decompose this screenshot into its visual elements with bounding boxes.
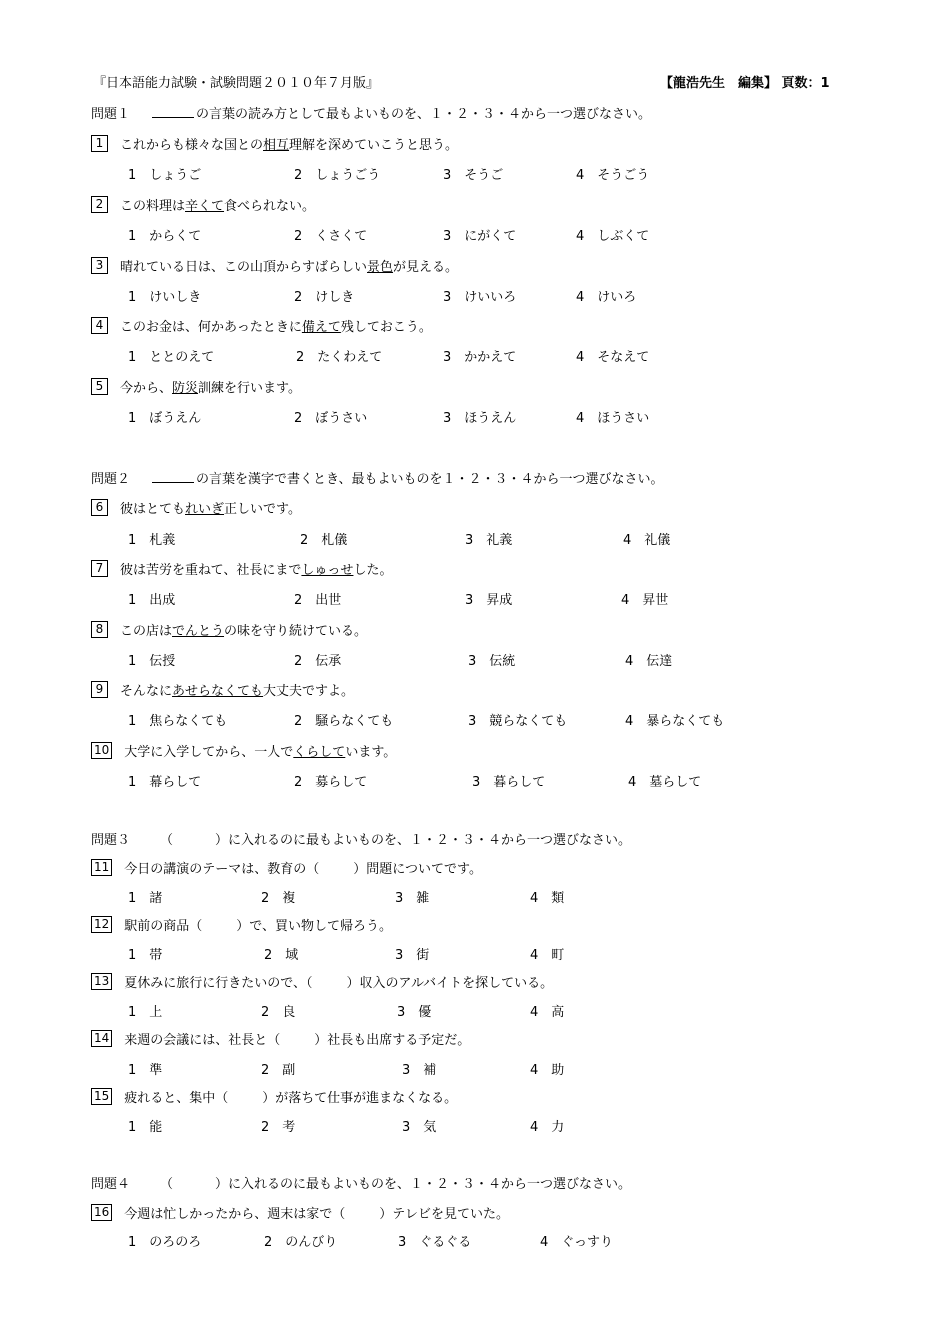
underlined-target-word: れいぎ [185,502,225,517]
question-text: ）が落ちて仕事が進まなくなる。 [262,1091,458,1106]
answer-choice-3[interactable]: 3 にがくて [443,229,517,244]
answer-choice-1[interactable]: 1 焦らなくても [128,714,228,729]
blank-underline [152,470,194,483]
question-text: 今から、 [120,381,173,396]
answer-choice-4[interactable]: 4 墓らして [628,775,702,790]
answer-choice-3[interactable]: 3 けいいろ [443,290,517,305]
document-title: 『日本語能力試験・試験問題２０１０年７月版』 [93,76,380,91]
answer-choice-4[interactable]: 4 ほうさい [576,411,650,426]
section-text: の言葉を漢字で書くとき、最もよいものを１・２・３・４から一つ選びなさい。 [196,472,664,487]
answer-choice-2[interactable]: 2 札儀 [300,533,348,548]
answer-choice-1[interactable]: 1 のろのろ [128,1235,202,1250]
section-text: に入れるのに最もよいものを、１・２・３・４から一つ選びなさい。 [228,833,632,848]
underlined-target-word: くらして [293,745,346,760]
section-label: 問題４ [91,1177,131,1192]
answer-choice-1[interactable]: 1 けいしき [128,290,202,305]
question-5 [91,377,301,396]
answer-choice-2[interactable]: 2 けしき [294,290,355,305]
answer-choice-2[interactable]: 2 伝承 [294,654,342,669]
answer-choice-3[interactable]: 3 昇成 [465,593,513,608]
question-text: の味を守り続けている。 [224,624,368,639]
question-text: これからも様々な国との [120,138,264,153]
question-text: ）で、買い物して帰ろう。 [236,919,393,934]
question-number-box: 14 [91,1030,112,1047]
underlined-target-word: 景色 [367,260,394,275]
answer-choice-3[interactable]: 3 雑 [395,891,430,906]
answer-choice-4[interactable]: 4 そうごう [576,168,650,183]
question-number-box: 7 [91,560,108,577]
answer-choice-4[interactable]: 4 けいろ [576,290,637,305]
question-text: ）収入のアルバイトを探している。 [346,976,554,991]
question-text: 大学に入学してから、一人で [124,745,294,760]
close-paren: ） [215,1177,229,1192]
answer-choice-4[interactable]: 4 伝達 [625,654,673,669]
answer-choice-1[interactable]: 1 ぼうえん [128,411,202,426]
section-1-instruction [91,103,651,122]
answer-choice-1[interactable]: 1 能 [128,1120,163,1135]
question-number-box: 16 [91,1204,112,1221]
answer-choice-3[interactable]: 3 暮らして [472,775,546,790]
answer-choice-1[interactable]: 1 ととのえて [128,350,215,365]
answer-choice-4[interactable]: 4 そなえて [576,350,650,365]
answer-choice-2[interactable]: 2 良 [261,1005,296,1020]
question-number-box: 9 [91,681,108,698]
question-10 [91,741,396,760]
question-text: 駅前の商品（ [124,919,203,934]
question-text: 彼は苦労を重ねて、社長にまで [120,563,302,578]
answer-choice-4[interactable]: 4 礼儀 [623,533,671,548]
answer-choice-2[interactable]: 2 たくわえて [296,350,383,365]
answer-choice-2[interactable]: 2 域 [264,948,299,963]
answer-choice-3[interactable]: 3 優 [397,1005,432,1020]
answer-choice-3[interactable]: 3 ほうえん [443,411,517,426]
question-number-box: 11 [91,859,112,876]
question-text: 今週は忙しかったから、週末は家で（ [124,1207,346,1222]
open-paren: （ [160,833,174,848]
question-text: ）問題についてです。 [353,862,482,877]
section-3-instruction [91,829,631,848]
question-number-box: 3 [91,257,108,274]
answer-choice-3[interactable]: 3 礼義 [465,533,513,548]
question-number-box: 13 [91,973,112,990]
section-label: 問題３ [91,833,131,848]
answer-choice-4[interactable]: 4 力 [530,1120,565,1135]
question-text: 今日の講演のテーマは、教育の（ [124,862,320,877]
underlined-target-word: でんとう [172,624,225,639]
question-text: このお金は、何かあったときに [120,320,302,335]
editor-page-info: 【龍浩先生 編集】 頁数：1 [660,76,830,91]
question-3 [91,256,458,275]
section-label: 問題１ [91,107,131,122]
section-label: 問題２ [91,472,131,487]
answer-choice-4[interactable]: 4 町 [530,948,565,963]
question-8 [91,620,367,639]
question-number-box: 12 [91,916,112,933]
answer-choice-2[interactable]: 2 騒らなくても [294,714,394,729]
question-text: この店は [120,624,173,639]
section-text: に入れるのに最もよいものを、１・２・３・４から一つ選びなさい。 [228,1177,632,1192]
underlined-target-word: あせらなくても [172,684,264,699]
question-4 [91,316,432,335]
answer-choice-3[interactable]: 3 競らなくても [468,714,568,729]
question-text: そんなに [120,684,173,699]
blank-underline [152,105,194,118]
question-text: 晴れている日は、この山頂からすばらしい [120,260,368,275]
answer-choice-2[interactable]: 2 ぼうさい [294,411,368,426]
answer-choice-3[interactable]: 3 補 [402,1063,437,1078]
question-text: した。 [353,563,393,578]
answer-choice-2[interactable]: 2 しょうごう [294,168,381,183]
answer-choice-2[interactable]: 2 くさくて [294,229,368,244]
underlined-target-word: 相互 [263,138,290,153]
answer-choice-2[interactable]: 2 出世 [294,593,342,608]
answer-choice-4[interactable]: 4 昇世 [621,593,669,608]
answer-choice-2[interactable]: 2 考 [261,1120,296,1135]
answer-choice-3[interactable]: 3 ぐるぐる [398,1235,472,1250]
question-16 [91,1203,509,1222]
question-text: が見える。 [393,260,459,275]
question-text: 彼はとても [120,502,186,517]
question-text: 訓練を行います。 [198,381,301,396]
question-text: 正しいです。 [224,502,301,517]
answer-choice-4[interactable]: 4 高 [530,1005,565,1020]
question-number-box: 6 [91,499,108,516]
question-text: 残しておこう。 [340,320,432,335]
answer-choice-1[interactable]: 1 幕らして [128,775,202,790]
question-text: ）社長も出席する予定だ。 [314,1033,471,1048]
question-number-box: 2 [91,196,108,213]
section-text: の言葉の読み方として最もよいものを、１・２・３・４から一つ選びなさい。 [196,107,652,122]
question-text: ）テレビを見ていた。 [379,1207,510,1222]
question-text: 大丈夫ですよ。 [263,684,355,699]
answer-choice-1[interactable]: 1 準 [128,1063,163,1078]
underlined-target-word: 辛くて [185,199,225,214]
question-2 [91,195,315,214]
answer-choice-2[interactable]: 2 のんびり [264,1235,338,1250]
question-text: 疲れると、集中（ [124,1091,229,1106]
answer-choice-3[interactable]: 3 伝統 [468,654,516,669]
question-14 [91,1029,470,1048]
close-paren: ） [215,833,229,848]
answer-choice-4[interactable]: 4 助 [530,1063,565,1078]
section-2-instruction [91,468,664,487]
question-text: 来週の会議には、社長と（ [124,1033,281,1048]
question-6 [91,498,301,517]
question-number-box: 15 [91,1088,112,1105]
question-number-box: 5 [91,378,108,395]
answer-choice-4[interactable]: 4 暴らなくても [625,714,725,729]
question-7 [91,559,392,578]
question-text: 食べられない。 [224,199,316,214]
question-15 [91,1087,457,1106]
answer-choice-2[interactable]: 2 副 [261,1063,296,1078]
underlined-target-word: 備えて [301,320,341,335]
question-text: 夏休みに旅行に行きたいので、（ [124,976,313,991]
answer-choice-2[interactable]: 2 募らして [294,775,368,790]
question-text: 理解を深めていこうと思う。 [289,138,459,153]
answer-choice-1[interactable]: 1 しょうご [128,168,202,183]
question-number-box: 8 [91,621,108,638]
answer-choice-4[interactable]: 4 ぐっすり [540,1235,614,1250]
question-number-box: 1 [91,135,108,152]
question-11 [91,858,482,877]
question-1 [91,134,458,153]
answer-choice-1[interactable]: 1 諸 [128,891,163,906]
question-12 [91,915,392,934]
answer-choice-4[interactable]: 4 類 [530,891,565,906]
answer-choice-1[interactable]: 1 帯 [128,948,163,963]
question-text: います。 [345,745,397,760]
answer-choice-3[interactable]: 3 気 [402,1120,437,1135]
question-text: この料理は [120,199,186,214]
answer-choice-3[interactable]: 3 かかえて [443,350,517,365]
answer-choice-3[interactable]: 3 街 [395,948,430,963]
answer-choice-1[interactable]: 1 出成 [128,593,176,608]
question-number-box: 4 [91,317,108,334]
underlined-target-word: 防災 [172,381,199,396]
section-4-instruction [91,1173,631,1192]
question-13 [91,972,553,991]
answer-choice-4[interactable]: 4 しぶくて [576,229,650,244]
answer-choice-1[interactable]: 1 札義 [128,533,176,548]
question-9 [91,680,354,699]
answer-choice-1[interactable]: 1 からくて [128,229,202,244]
underlined-target-word: しゅっせ [301,563,354,578]
open-paren: （ [160,1177,174,1192]
answer-choice-1[interactable]: 1 上 [128,1005,163,1020]
answer-choice-1[interactable]: 1 伝授 [128,654,176,669]
answer-choice-3[interactable]: 3 そうご [443,168,504,183]
answer-choice-2[interactable]: 2 複 [261,891,296,906]
question-number-box: 10 [91,742,112,759]
